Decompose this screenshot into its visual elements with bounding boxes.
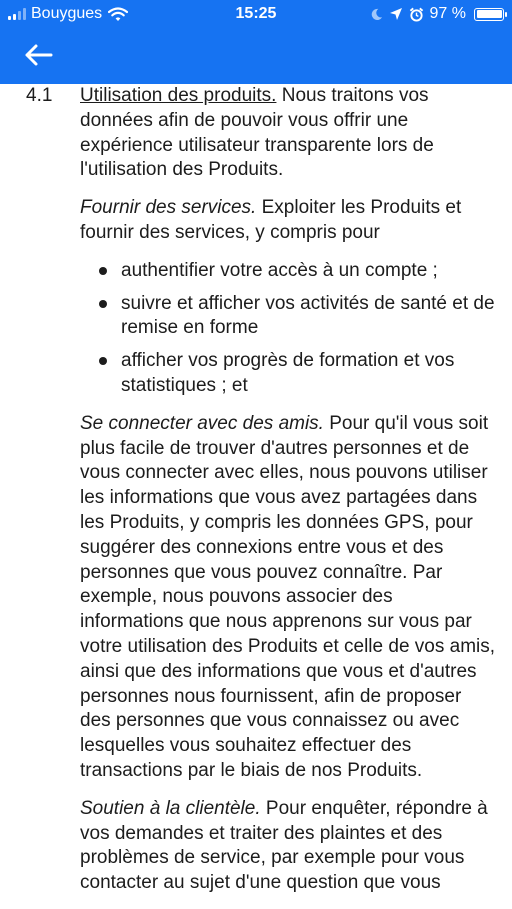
section-number: 4.1 [26, 85, 53, 106]
friends-paragraph [80, 412, 496, 784]
alarm-icon [409, 7, 424, 22]
bullet-icon [99, 267, 107, 275]
list-item-text: authentifier votre accès à un compte ; [121, 259, 438, 281]
services-text: Exploiter les Produits et fournir des services, y compris pour [80, 197, 462, 243]
back-button[interactable] [22, 38, 56, 72]
services-paragraph [80, 196, 496, 246]
support-text: Pour enquêter, répondre à vos demandes et traiter des plaintes et des problèmes de service, par exemple pour vous contacter au sujet d'une question que vous [80, 797, 488, 894]
friends-heading: Se connecter avec des amis. [80, 412, 324, 434]
battery-icon [474, 8, 504, 21]
section-body [80, 84, 496, 909]
list-item-text: suivre et afficher vos activités de santé et de remise en forme [121, 292, 495, 339]
bullet-icon [99, 357, 107, 365]
services-list [80, 259, 496, 399]
list-item [80, 259, 496, 284]
list-item [80, 292, 496, 342]
battery-percent: 97 % [429, 5, 466, 22]
list-item-text: afficher vos progrès de formation et vos statistiques ; et [121, 350, 455, 396]
support-paragraph [80, 797, 496, 896]
carrier-label: Bouygues [31, 5, 103, 22]
intro-text: Nous traitons vos données afin de pouvoir vous offrir une expérience utilisateur transparente lors de l'utilisation des Produits. [80, 85, 434, 181]
clock: 15:25 [235, 5, 277, 22]
services-heading: Fournir des services. [80, 197, 257, 219]
intro-paragraph [80, 84, 496, 183]
moon-icon [370, 8, 383, 21]
section-heading: Utilisation des produits. [80, 85, 277, 106]
status-right [370, 5, 504, 23]
app-header [0, 0, 512, 84]
bullet-icon [99, 300, 107, 308]
arrow-left-icon [22, 38, 56, 72]
location-arrow-icon [389, 7, 403, 21]
list-item [80, 349, 496, 399]
support-heading: Soutien à la clientèle. [80, 797, 261, 819]
status-bar [0, 0, 512, 30]
friends-text: Pour qu'il vous soit plus facile de trouver d'autres personnes et de vous connecter avec elles, nous pouvons utiliser les informations que vous avez partagées dans les Produits, y compris les données GPS, pour suggérer des connexions entre vous et des personnes que vous pouvez connaître. Par exemple, nous pouvons associer des informations que nous apprenons sur vous par votre utilisation des Produits et celle de vos amis, ainsi que des informations que vous et d'autres personnes nous fournissent, afin de proposer des personnes que vous connaissez ou avec lesquelles vous souhaitez effectuer des transactions par le biais de nos Produits. [80, 412, 496, 781]
